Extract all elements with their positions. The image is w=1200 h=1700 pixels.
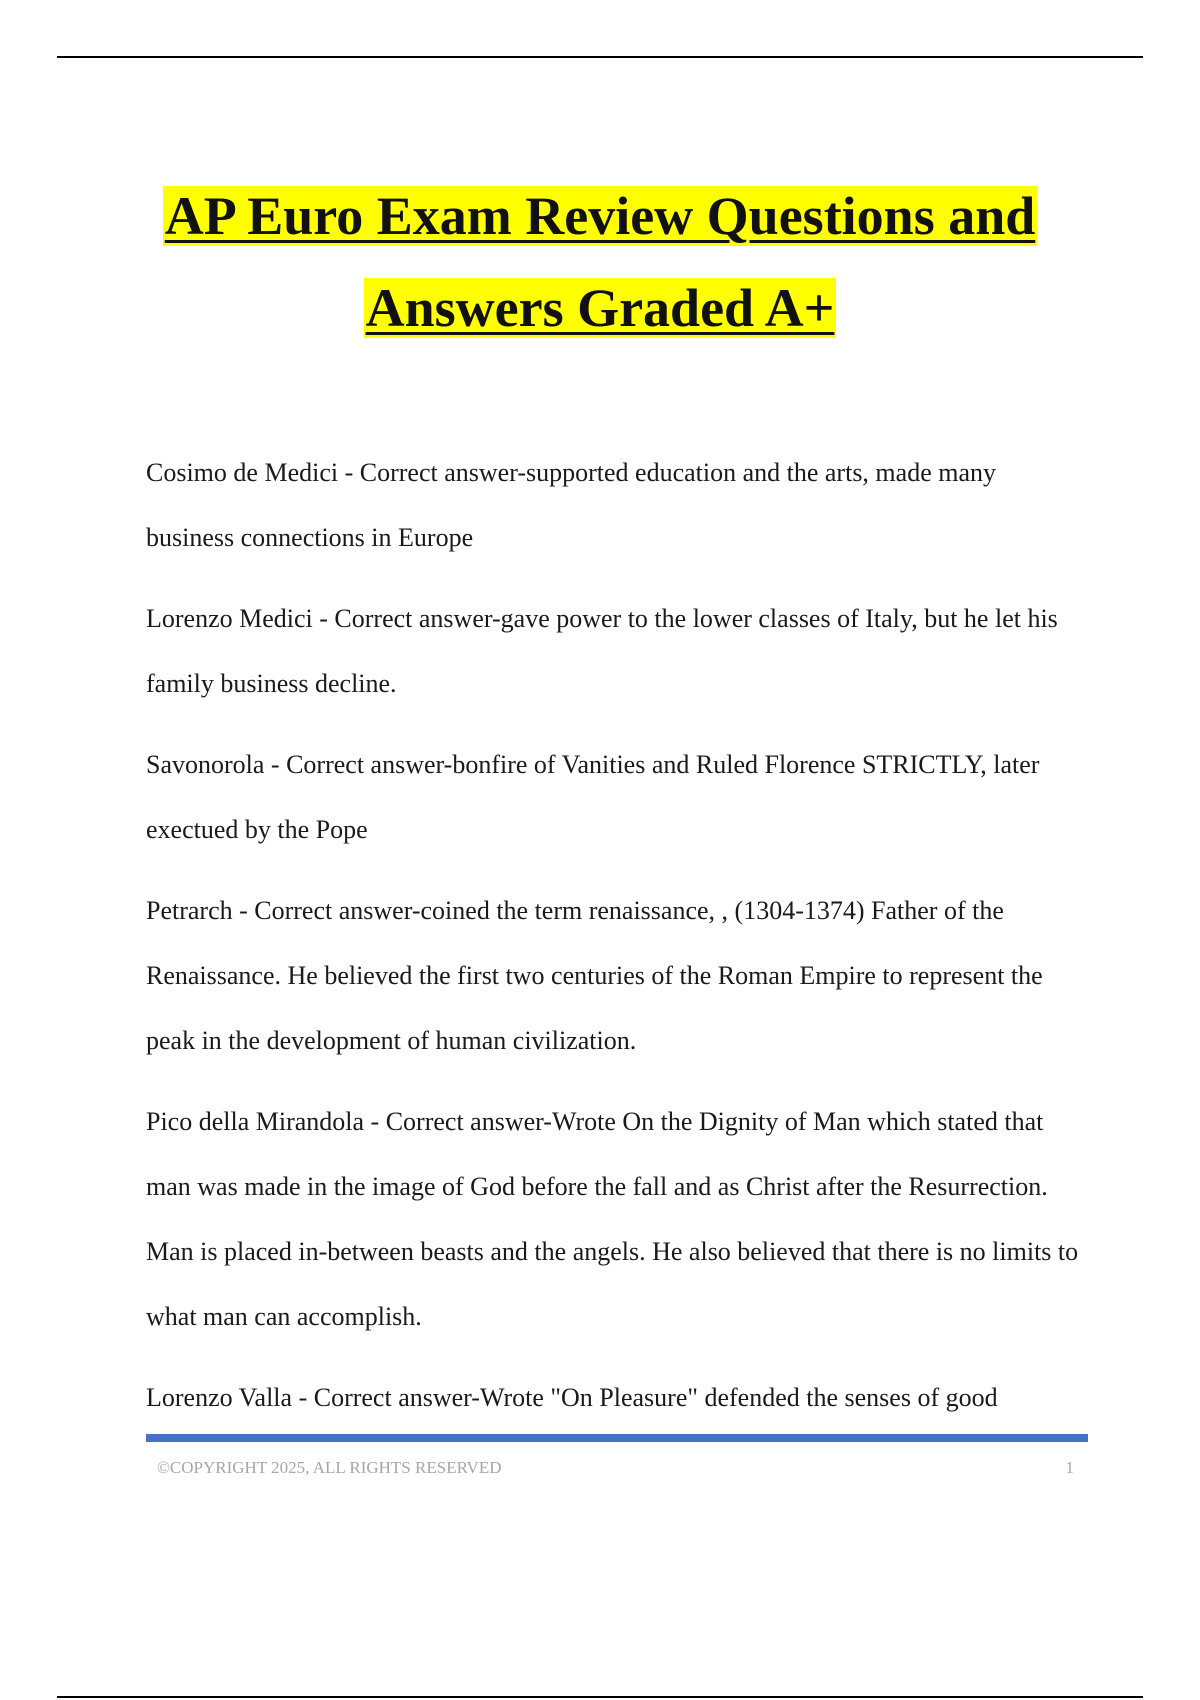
footer-copyright: ©COPYRIGHT 2025, ALL RIGHTS RESERVED [157, 1458, 502, 1477]
qa-entry-lorenzo-medici: Lorenzo Medici - Correct answer-gave power to the lower classes of Italy, but he let his family business decline. [146, 604, 1058, 698]
page-number: 1 [1065, 1458, 1074, 1477]
qa-entry-cosimo-de-medici: Cosimo de Medici - Correct answer-supported education and the arts, made many business connections in Europe [146, 458, 997, 552]
bottom-rule [57, 1696, 1143, 1698]
title-line-2-text: Answers Graded A+ [365, 278, 835, 338]
qa-entry-savonorola: Savonorola - Correct answer-bonfire of Vanities and Ruled Florence STRICTLY, later exectued by the Pope [146, 750, 1040, 844]
top-rule [57, 56, 1143, 58]
qa-list [146, 440, 1086, 1446]
footer-bar [146, 1434, 1088, 1442]
title-line-1-text: AP Euro Exam Review Questions and [164, 186, 1036, 246]
qa-entry-lorenzo-valla: Lorenzo Valla - Correct answer-Wrote "On Pleasure" defended the senses of good [146, 1383, 998, 1412]
title-line-2 [0, 262, 1200, 354]
page-title [0, 170, 1200, 354]
title-line-1 [0, 170, 1200, 262]
qa-entry-pico-della-mirandola: Pico della Mirandola - Correct answer-Wrote On the Dignity of Man which stated that man was made in the image of God before the fall and as Christ after the Resurrection. Man is placed in-between beasts and the angels. He also believed that there is no limits to what man can accomplish. [146, 1107, 1079, 1331]
qa-entry-petrarch: Petrarch - Correct answer-coined the term renaissance, , (1304-1374) Father of the Renaissance. He believed the first two centuries of the Roman Empire to represent the peak in the development of human civilization. [146, 896, 1043, 1055]
